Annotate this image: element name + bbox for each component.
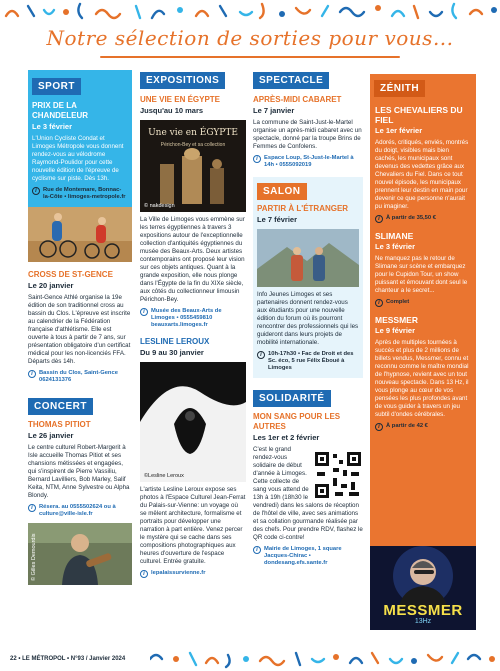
solidarite-text: C'est le grand rendez-vous solidaire de début d'année à Limoges. Cette collecte de sang vous attend de 13h à 19h (18h30 le vendredi) dans les salons de réception de l'hôtel de ville, avec ses animations et sa collation gourmande réalisée par des chefs. Pour prendre RDV, flashez le QR code ci-contre! — [253, 446, 363, 541]
leroux-photo-credit: ©Lesline Leroux — [144, 473, 184, 479]
sport-title: PRIX DE LA CHANDELEUR — [32, 101, 88, 120]
leroux-title: LESLINE LEROUX — [140, 337, 210, 346]
info-icon: i — [253, 155, 261, 163]
sport-box — [28, 70, 132, 207]
messmer-text: Après de multiples tournées à succès et plus de 2 millions de billets vendus, Messmer, connu et reconnu comme le maître mondial de l'hypnose, revient avec un tout nouveau spectacle. Dans 13 Hz, il vous plonge au cœur de vos pensées les plus profondes avant de vous guider à travers un jeu subtil d'ondes cérébrales. — [375, 339, 469, 418]
info-icon: i — [375, 299, 383, 307]
column-sport-concert — [28, 70, 132, 585]
concert-photo-credit: © Gilles Demourdis — [31, 533, 37, 581]
decorative-top-border — [0, 0, 500, 24]
messmer-title: MESSMER — [375, 315, 418, 325]
concert-text: Le centre culturel Robert-Margerit à Isle accueille Thomas Pitiot et ses chansions métissées et engagées, qui s'inspirent de Pierre Vassiliu, Bernard Lavilliers, Bob Marley, Salif Keita, NTM, Anne Sylvestre ou Alpha Blondy. — [28, 444, 130, 499]
chevaliers-date: Le 1er février — [375, 126, 423, 135]
salon-date: Le 7 février — [257, 215, 298, 224]
info-icon: i — [375, 215, 383, 223]
expo-egypte-title: UNE VIE EN ÉGYPTE — [140, 95, 221, 104]
info-icon: i — [28, 370, 36, 378]
sport-date: Le 3 février — [32, 122, 73, 131]
slimane-info: i Complet — [375, 299, 471, 307]
messmer-poster-subtitle: 13Hz — [414, 618, 432, 625]
slimane-text: Ne manquez pas le retour de Slimane sur scène et embarquez pour le Cupidon Tour, un show puissant et émouvant dont seul le chanteur a le secret... — [375, 255, 468, 294]
info-icon: i — [257, 351, 265, 359]
info-icon: i — [140, 570, 148, 578]
headline-underline — [100, 56, 400, 58]
cross-title: CROSS DE ST-GENCE — [28, 270, 113, 279]
concert-section — [28, 396, 132, 585]
expo-egypte-info[interactable]: i Musée des Beaux-Arts de Limoges • 0555459810 beauxarts.limoges.fr — [140, 308, 246, 329]
salon-text: Info Jeunes Limoges et ses partenaires donnent rendez-vous aux étudiants pour une nouvelle édition du forum où ils pourront rencontrer des professionnels qui les guideront dans leurs projets de mobilité internationale. — [257, 291, 359, 346]
egypt-photo-credit: © nakdesign — [144, 203, 175, 209]
solidarite-tag: SOLIDARITÉ — [253, 390, 331, 407]
leroux-date: Du 9 au 30 janvier — [140, 348, 204, 357]
qr-code-icon[interactable] — [313, 450, 363, 500]
spectacle-tag: SPECTACLE — [253, 72, 329, 89]
cross-info[interactable]: i Bassin du Clos, Saint-Gence 0624131376 — [28, 370, 132, 384]
spectacle-info[interactable]: i Espace Loup, St-Just-le-Martel à 14h • 0555092019 — [253, 155, 363, 169]
info-icon: i — [28, 504, 36, 512]
slimane-date: Le 3 février — [375, 242, 416, 251]
concert-tag: CONCERT — [28, 398, 93, 415]
sport-tag: SPORT — [32, 78, 81, 95]
messmer-price: i À partir de 42 € — [375, 423, 471, 431]
info-icon: i — [32, 187, 40, 195]
page-headline: Notre sélection de sorties pour vous... — [46, 26, 454, 50]
expo-egypte-text: La Ville de Limoges vous emmène sur les terres égyptiennes à travers 3 expositions autour de l'exceptionnelle collection d'antiquités égyptiennes du musée des Beaux-Arts. Deux artistes contemporains ont proposé leur vision sur ces objets antiques. Quant à la grande exposition, elle nous plonge dans l'Égypte de la fin du XIXe siècle, aux côtés du collectionneur limousin Périchon-Bey. — [140, 216, 245, 303]
zenith-column — [370, 74, 476, 630]
cross-date: Le 20 janvier — [28, 281, 74, 290]
messmer-poster-title: MESSMER — [383, 602, 463, 619]
solidarite-section — [253, 388, 363, 567]
column-spectacle-salon-solidarite — [253, 70, 363, 567]
messmer-date: Le 9 février — [375, 326, 416, 335]
zenith-tag: ZÉNITH — [374, 80, 425, 97]
cross-text: Saint-Gence Athlé organise la 19e édition de son traditionnel cross au bassin du Clos. L'épreuve est inscrite au calendrier de la Fédération française d'athlétisme. Elle est ouverte à tous à partir de 7 ans, sur présentation obligatoire d'un certificat médical pour les non-licenciés FFA. Départs dès 14h. — [28, 294, 131, 365]
solidarite-date: Les 1er et 2 février — [253, 433, 320, 442]
chevaliers-title: LES CHEVALIERS DU FIEL — [375, 105, 463, 125]
info-icon: i — [375, 423, 383, 431]
egypt-poster — [140, 120, 246, 212]
column-expositions — [140, 70, 246, 578]
salon-tag: SALON — [257, 183, 307, 200]
spectacle-date: Le 7 janvier — [253, 106, 295, 115]
slimane-title: SLIMANE — [375, 231, 414, 241]
musician-image — [28, 523, 132, 585]
solidarite-info[interactable]: i Mairie de Limoges, 1 square Jacques-Chirac • dondesang.efs.sante.fr — [253, 546, 363, 567]
cyclists-photo — [28, 207, 132, 262]
concert-date: Le 26 janvier — [28, 431, 74, 440]
sport-text: L'Union Cycliste Condat et Limoges Métropole vous donnent rendez-vous au vélodrome Raymond-Poulidor pour cette nouvelle édition de l'épreuve de cyclisme sur piste. Dès 13h. — [32, 135, 124, 182]
solidarite-title: MON SANG POUR LES AUTRES — [253, 412, 341, 431]
messmer-poster — [370, 546, 476, 630]
chevaliers-text: Adorés, critiqués, enviés, montrés du doigt, visibles mais bien cachés, les municipaux sont devenus des vedettes grâce aux Chevaliers du Fiel. Dans ce tout nouvel épisode, les municipaux prennent leur destin en main pour devenir ce que personne n'aurait pu imaginer. — [375, 139, 469, 210]
salon-box — [253, 177, 363, 378]
travelers-photo — [257, 229, 359, 287]
leroux-info[interactable]: i lepalaissurvienne.fr — [140, 570, 246, 578]
solidarite-body — [253, 446, 363, 542]
sport-info: i Rue de Montemare, Bonnac-la-Côte • limoges-metropole.fr — [32, 187, 128, 201]
leroux-image — [140, 362, 246, 482]
info-icon: i — [253, 546, 261, 554]
concert-title: THOMAS PITIOT — [28, 420, 91, 429]
page-footer: 22 • LE MÉTROPOL • N°93 / Janvier 2024 — [10, 650, 150, 668]
egypt-poster-subtitle: Périchon-Bey et sa collection — [160, 142, 226, 148]
spectacle-text: La commune de Saint-Just-le-Martel organise un après-midi cabaret avec un spectacle, donné par la troupe Brins de Femmes de Confolens. — [253, 119, 362, 150]
salon-title: PARTIR À L'ÉTRANGER — [257, 204, 349, 213]
info-icon: i — [140, 308, 148, 316]
concert-info[interactable]: i Résera. au 0555502624 ou à culture@ville-isle.fr — [28, 504, 132, 518]
salon-info: i 10h-17h30 • Fac de Droit et des Sc. éco, 5 rue Félix Éboué à Limoges — [257, 351, 359, 372]
leroux-photo — [140, 362, 246, 482]
chevaliers-price: i À partir de 35,50 € — [375, 215, 471, 223]
expositions-tag: EXPOSITIONS — [140, 72, 225, 89]
egypt-poster-title: Une vie en ÉGYPTE — [148, 128, 238, 138]
leroux-text: L'artiste Lesline Leroux expose ses photos à l'Espace Culturel Jean-Ferrat du Palais-sur-Vienne: un voyage où se mêlent architecture, formalisme et portraits pour développer une narration à part entière. Venez percer le mystère qui se cache dans ses compositions photographiques aux heures d'ouverture de l'espace culturel. Entrée gratuite. — [140, 486, 246, 565]
concert-photo — [28, 523, 132, 585]
zenith-content — [370, 105, 476, 431]
spectacle-title: APRÈS-MIDI CABARET — [253, 95, 342, 104]
expo-egypte-date: Jusqu'au 10 mars — [140, 106, 204, 115]
